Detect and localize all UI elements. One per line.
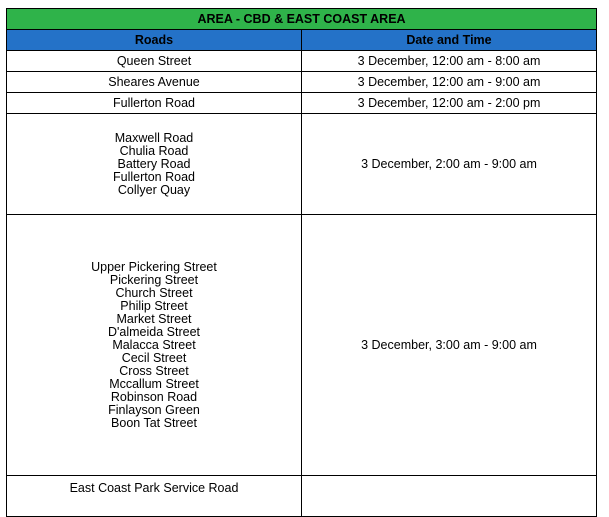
road-name: Battery Road: [117, 156, 191, 171]
road-name: Fullerton Road: [113, 95, 195, 110]
road-name: Upper Pickering Street: [91, 259, 217, 274]
roads-cell[interactable]: [7, 51, 302, 72]
table-row: [7, 93, 597, 114]
datetime-cell[interactable]: 3 December, 2:00 am - 9:00 am: [302, 114, 597, 215]
road-name: Queen Street: [116, 53, 192, 68]
road-name: D'almeida Street: [107, 324, 200, 339]
table-row: [7, 215, 597, 476]
road-name: Church Street: [115, 285, 193, 300]
roads-cell[interactable]: [7, 476, 302, 517]
road-name: Mccallum Street: [109, 376, 199, 391]
road-name: Philip Street: [120, 298, 188, 313]
road-name: Market Street: [116, 311, 192, 326]
road-name: Cecil Street: [121, 350, 187, 365]
road-name: Chulia Road: [119, 143, 189, 158]
table-row: [7, 476, 597, 517]
header-roads[interactable]: Roads: [7, 30, 302, 51]
datetime-cell[interactable]: 3 December, 12:00 am - 2:00 pm: [302, 93, 597, 114]
road-name: Pickering Street: [109, 272, 199, 287]
road-name: East Coast Park Service Road: [69, 481, 239, 495]
datetime-cell[interactable]: 3 December, 12:00 am - 9:00 am: [302, 72, 597, 93]
table-title[interactable]: AREA - CBD & EAST COAST AREA: [7, 9, 597, 30]
roads-cell[interactable]: [7, 215, 302, 476]
header-row: [7, 30, 597, 51]
table-row: [7, 114, 597, 215]
road-name: Finlayson Green: [108, 402, 200, 417]
road-name: Fullerton Road: [113, 169, 195, 184]
roads-cell[interactable]: [7, 114, 302, 215]
road-closure-sheet: [6, 8, 596, 517]
road-name: Maxwell Road: [114, 130, 194, 145]
road-name: Malacca Street: [112, 337, 196, 352]
datetime-cell[interactable]: 3 December, 3:00 am - 9:00 am: [302, 215, 597, 476]
header-date-time[interactable]: Date and Time: [302, 30, 597, 51]
table-row: [7, 51, 597, 72]
road-name: Cross Street: [119, 363, 189, 378]
datetime-cell[interactable]: [302, 476, 597, 517]
roads-cell[interactable]: [7, 93, 302, 114]
table-row: [7, 72, 597, 93]
road-closure-table: [6, 8, 597, 517]
datetime-cell[interactable]: 3 December, 12:00 am - 8:00 am: [302, 51, 597, 72]
road-name: Sheares Avenue: [108, 74, 200, 89]
road-name: Boon Tat Street: [111, 415, 197, 430]
road-name: Collyer Quay: [117, 182, 191, 197]
title-row: [7, 9, 597, 30]
roads-cell[interactable]: [7, 72, 302, 93]
road-name: Robinson Road: [110, 389, 198, 404]
